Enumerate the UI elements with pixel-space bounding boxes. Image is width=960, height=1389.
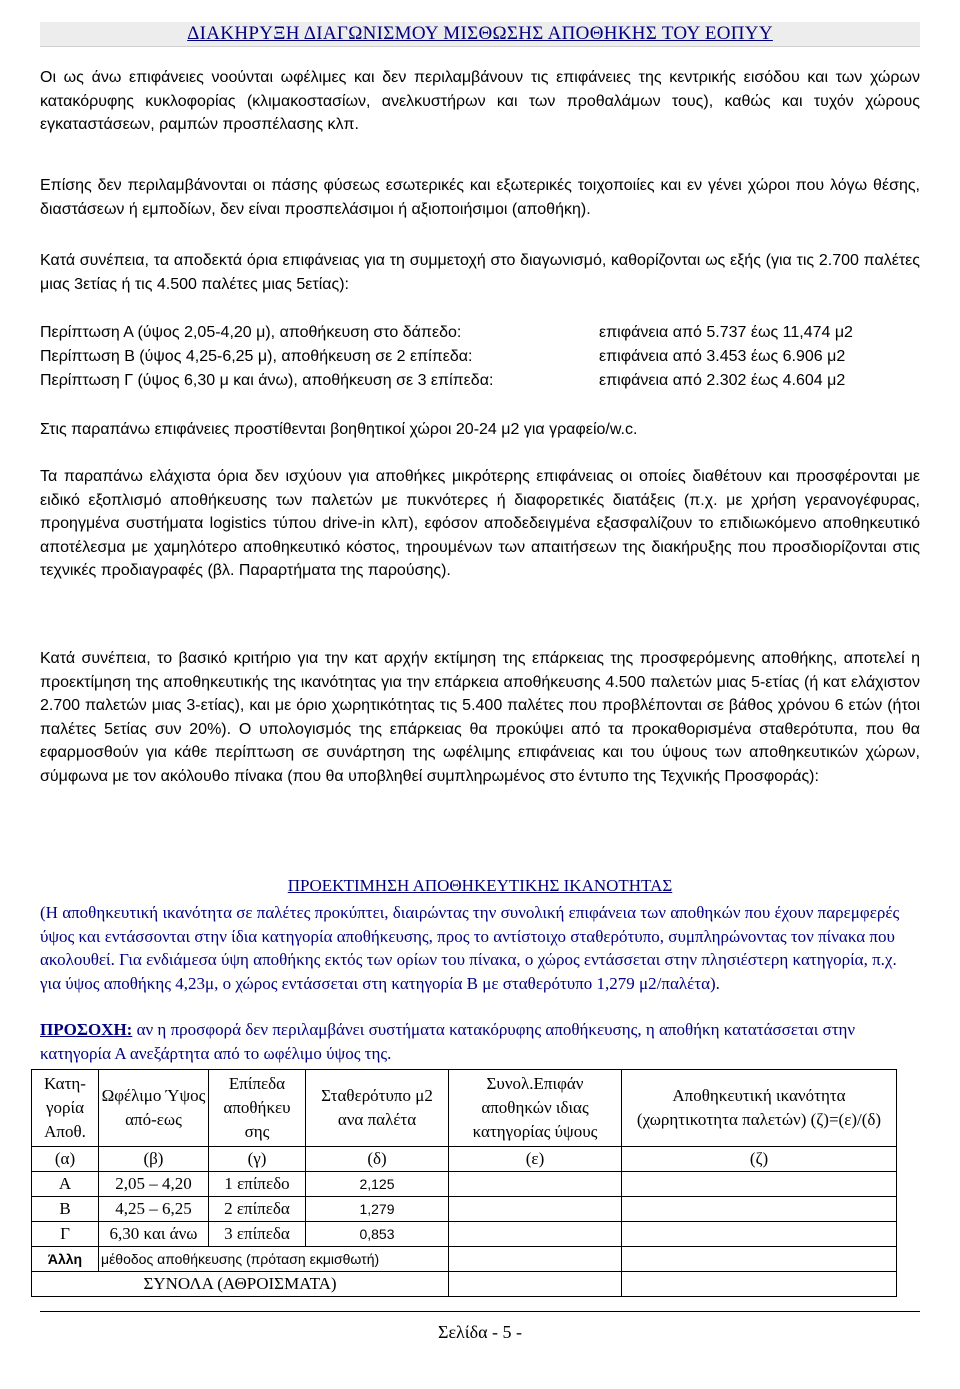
paragraph-criterion: Κατά συνέπεια, το βασικό κριτήριο για την κατ αρχήν εκτίμηση της επάρκειας της προσφερόμενης αποθήκης, αποτελεί η προεκτίμηση της αποθηκευτικής της ικανότητας για την επάρκεια αποθήκευσης 4.500 παλετών μιας 5-ετίας (ή κατ ελάχιστον 2.700 παλετών μιας 3-ετίας), και με όριο χωρητικότητας τις 5.400 παλέτες που προβλέπονται σε βάθος χρόνου 6 ετών (ήτοι παλέτες 5ετίας συν 20%). Ο υπολογισμός της επάρκειας θα προκύψει από τα προκαθορισμένα σταθερότυπα, που θα εφαρμοσθούν για κάθε περίπτωση σε συνάρτηση της ωφέλιμης επιφάνειας και του ύψους των αποθηκευτικών χώρων, σύμφωνα με τον ακόλουθο πίνακα (που θα υποβληθεί συμπληρωμένος στο έντυπο της Τεχνικής Προσφοράς):	[40, 650, 920, 785]
case-b-value: επιφάνεια από 3.453 έως 6.906 μ2	[599, 348, 846, 365]
row-levels: 2 επίπεδα	[209, 1197, 306, 1222]
row-levels: 3 επίπεδα	[209, 1222, 306, 1247]
paragraph-surfaces: Οι ως άνω επιφάνειες νοούνται ωφέλιμες και δεν περιλαμβάνουν τις επιφάνειες της κεντρικής εισόδου και των χώρων κατακόρυφης κυκλοφορίας (κλιμακοστασίων, ανελκυστήρων και των προθαλάμων τους), καθώς και τυχόν χώρους εγκαταστάσεων, ραμπών προσπέλασης κλπ.	[40, 69, 920, 133]
letter-b: (β)	[99, 1147, 209, 1172]
capacity-table	[31, 1069, 897, 1297]
other-method: μέθοδος αποθήκευσης (πρόταση εκμισθωτή)	[99, 1247, 449, 1272]
row-height: 6,30 και άνω	[99, 1222, 209, 1247]
table-totals-row	[32, 1272, 897, 1297]
row-standard: 2,125	[306, 1172, 449, 1197]
table-header-row	[32, 1070, 897, 1147]
document-title: ΔΙΑΚΗΡΥΞΗ ΔΙΑΓΩΝΙΣΜΟΥ ΜΙΣΘΩΣΗΣ ΑΠΟΘΗΚΗΣ ΤΟΥ ΕΟΠΥΥ	[187, 23, 773, 44]
row-total-area-input[interactable]	[449, 1197, 622, 1222]
case-b-line	[40, 348, 846, 366]
row-capacity-input[interactable]	[622, 1222, 897, 1247]
paragraph-auxiliary: Στις παραπάνω επιφάνειες προστίθενται βοηθητικοί χώροι 20-24 μ2 για γραφείο/w.c.	[40, 421, 638, 438]
other-capacity-input[interactable]	[622, 1247, 897, 1272]
row-height: 2,05 – 4,20	[99, 1172, 209, 1197]
letter-d: (δ)	[306, 1147, 449, 1172]
document-header	[40, 22, 920, 47]
header-levels: Επίπεδα αποθήκευ σης	[209, 1070, 306, 1147]
case-a-value: επιφάνεια από 5.737 έως 11,474 μ2	[599, 324, 853, 341]
table-row	[32, 1222, 897, 1247]
header-total-area: Συνολ.Επιφάν αποθηκών ιδιας κατηγορίας ύψους	[449, 1070, 622, 1147]
page-number: Σελίδα - 5 -	[437, 1322, 522, 1342]
letter-c: (γ)	[209, 1147, 306, 1172]
header-height: Ωφέλιμο Ύψος από-εως	[99, 1070, 209, 1147]
case-c-label: Περίπτωση Γ (ύψος 6,30 μ και άνω), αποθήκευση σε 3 επίπεδα:	[40, 372, 494, 389]
attention-note	[40, 1018, 920, 1065]
row-height: 4,25 – 6,25	[99, 1197, 209, 1222]
row-standard: 1,279	[306, 1197, 449, 1222]
case-b-label: Περίπτωση Β (ύψος 4,25-6,25 μ), αποθήκευση σε 2 επίπεδα:	[40, 348, 473, 365]
paragraph-exclusions: Επίσης δεν περιλαμβάνονται οι πάσης φύσεως εσωτερικές και εξωτερικές τοιχοποιίες και εν γένει χώροι που λόγω θέσης, διαστάσεων ή εμποδίων, δεν είναι προσπελάσιμοι ή αξιοποιήσιμοι (αποθήκη).	[40, 177, 920, 218]
other-total-area-input[interactable]	[449, 1247, 622, 1272]
header-capacity: Αποθηκευτική ικανότητα (χωρητικοτητα παλετών) (ζ)=(ε)/(δ)	[622, 1070, 897, 1147]
letter-e: (ε)	[449, 1147, 622, 1172]
table-row	[32, 1172, 897, 1197]
row-category: Α	[32, 1172, 99, 1197]
header-standard: Σταθερότυπο μ2 ανα παλέτα	[306, 1070, 449, 1147]
header-category: Κατη-γορία Αποθ.	[32, 1070, 99, 1147]
estimate-title: ΠΡΟΕΚΤΙΜΗΣΗ ΑΠΟΘΗΚΕΥΤΙΚΗΣ ΙΚΑΝΟΤΗΤΑΣ	[287, 876, 673, 895]
row-total-area-input[interactable]	[449, 1222, 622, 1247]
row-total-area-input[interactable]	[449, 1172, 622, 1197]
totals-capacity-input[interactable]	[622, 1272, 897, 1297]
paragraph-limits: Κατά συνέπεια, τα αποδεκτά όρια επιφάνειας για τη συμμετοχή στο διαγωνισμό, καθορίζονται ως εξής (για τις 2.700 παλέτες μιας 3ετίας ή τις 4.500 παλέτες μιας 5ετίας):	[40, 252, 920, 293]
case-a-label: Περίπτωση Α (ύψος 2,05-4,20 μ), αποθήκευση στο δάπεδο:	[40, 324, 462, 341]
attention-label: ΠΡΟΣΟΧΗ:	[40, 1020, 133, 1039]
case-a-line	[40, 324, 853, 342]
estimate-note: (Η αποθηκευτική ικανότητα σε παλέτες προκύπτει, διαιρώντας την συνολική επιφάνεια των αποθηκών που έχουν παρεμφερές ύψος και εντάσσονται στην ίδια κατηγορία αποθήκευσης, προς το αντίστοιχο σταθερότυπο, συμπληρώνοντας τον πίνακα που ακολουθεί. Για ενδιάμεσα ύψη αποθήκης εκτός των ορίων του πίνακα, ο χώρος εντάσσεται στην πλησιέστερη κατηγορία, π.χ. για ύψος αποθήκης 4,23μ, ο χώρος εντάσσεται στη κατηγορία Β με σταθερότυπο 1,279 μ2/παλέτα).	[40, 903, 900, 993]
row-capacity-input[interactable]	[622, 1172, 897, 1197]
attention-text: αν η προσφορά δεν περιλαμβάνει συστήματα κατακόρυφης αποθήκευσης, η αποθήκη κατατάσσεται στην κατηγορία Α ανεξάρτητα από το ωφέλιμο ύψος της.	[40, 1020, 856, 1063]
totals-area-input[interactable]	[449, 1272, 622, 1297]
table-letters-row	[32, 1147, 897, 1172]
table-row-other	[32, 1247, 897, 1272]
footer-divider	[40, 1311, 920, 1312]
row-capacity-input[interactable]	[622, 1197, 897, 1222]
row-levels: 1 επίπεδο	[209, 1172, 306, 1197]
paragraph-exceptions: Τα παραπάνω ελάχιστα όρια δεν ισχύουν για αποθήκες μικρότερης επιφάνειας οι οποίες διαθέτουν και προσφέρονται με ειδικό εξοπλισμό αποθήκευσης των παλετών με πυκνότερες ή διαφορετικές διατάξεις (π.χ. με χρήση γερανογέφυρας, προηγμένα συστήματα logistics τύπου drive-in κλπ), εφόσον αποδεδειγμένα εξασφαλίζουν το επιδιωκόμενο αποθηκευτικό αποτέλεσμα με χαμηλότερο αποθηκευτικό κόστος, τηρουμένων των απαιτήσεων της διακήρυξης που προσδιορίζονται στις τεχνικές προδιαγραφές (βλ. Παραρτήματα της παρούσης).	[40, 468, 920, 579]
letter-f: (ζ)	[622, 1147, 897, 1172]
totals-label: ΣΥΝΟΛΑ (ΑΘΡΟΙΣΜΑΤΑ)	[32, 1272, 449, 1297]
letter-a: (α)	[32, 1147, 99, 1172]
case-c-value: επιφάνεια από 2.302 έως 4.604 μ2	[599, 372, 846, 389]
row-category: Γ	[32, 1222, 99, 1247]
case-c-line	[40, 372, 846, 390]
other-category: Άλλη	[32, 1247, 99, 1272]
row-category: Β	[32, 1197, 99, 1222]
row-standard: 0,853	[306, 1222, 449, 1247]
table-row	[32, 1197, 897, 1222]
